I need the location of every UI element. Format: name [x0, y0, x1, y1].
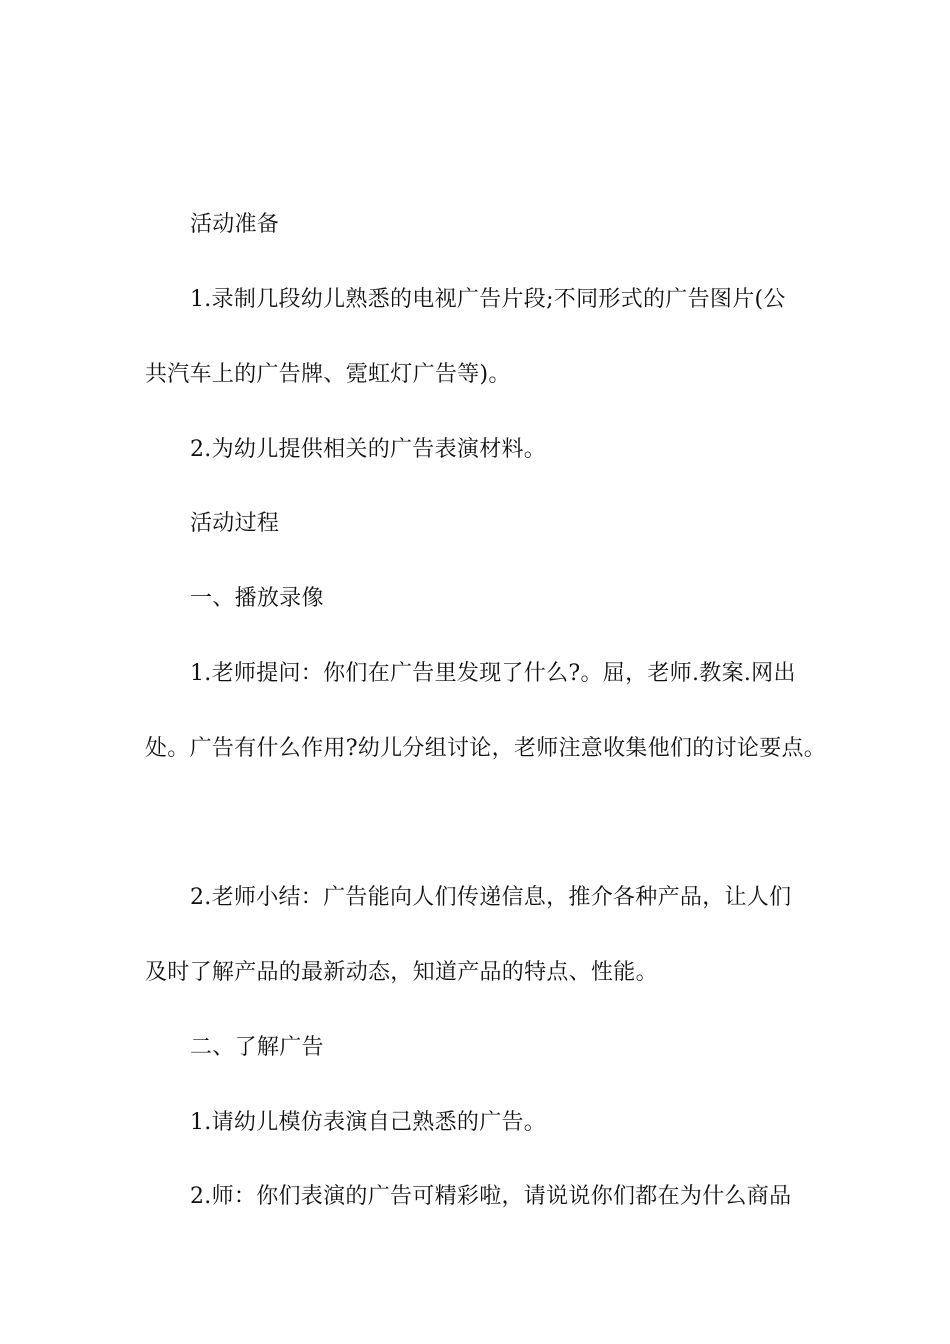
- subsection-heading-understand: 二、了解广告: [190, 1035, 324, 1060]
- subsection-heading-video: 一、播放录像: [190, 586, 324, 611]
- section-heading-preparation: 活动准备: [190, 212, 280, 237]
- paragraph-line: 及时了解产品的最新动态，知道产品的特点、性能。: [145, 960, 658, 985]
- paragraph-line: 处。广告有什么作用?幼儿分组讨论，老师注意收集他们的讨论要点。: [145, 736, 827, 761]
- section-heading-process: 活动过程: [190, 511, 280, 536]
- paragraph-line: 1.老师提问：你们在广告里发现了什么?。屈，老师.教案.网出: [190, 661, 796, 686]
- paragraph-line: 1.录制几段幼儿熟悉的电视广告片段;不同形式的广告图片(公: [190, 287, 786, 312]
- paragraph-line: 1.请幼儿模仿表演自己熟悉的广告。: [190, 1110, 547, 1135]
- paragraph-line: 共汽车上的广告牌、霓虹灯广告等)。: [145, 362, 511, 387]
- paragraph-line: 2.老师小结：广告能向人们传递信息，推介各种产品，让人们: [190, 885, 792, 910]
- paragraph-line: 2.为幼儿提供相关的广告表演材料。: [190, 437, 547, 462]
- paragraph-line: 2.师：你们表演的广告可精彩啦，请说说你们都在为什么商品: [190, 1184, 792, 1209]
